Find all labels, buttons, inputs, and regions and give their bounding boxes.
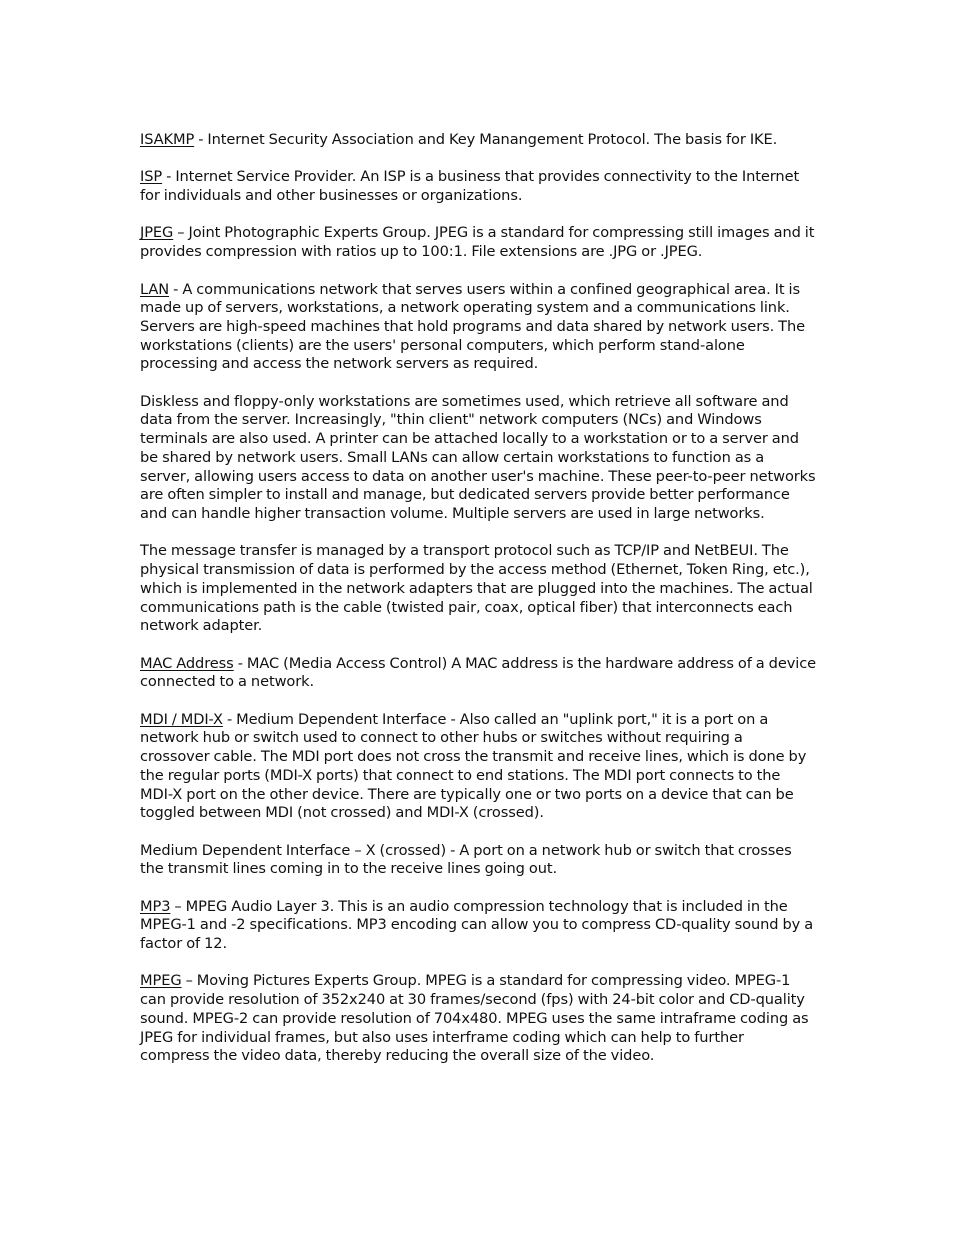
glossary-term: LAN bbox=[140, 280, 170, 298]
glossary-entry-mdi bbox=[140, 711, 816, 823]
paragraph-text: Diskless and floppy-only workstations are sometimes used, which retrieve all software and data from the server. Increasingly, "thin client" network computers (NCs) and Windows terminals are also used. A printer can be attached locally to a workstation or to a server and be shared by network users. Small LANs can allow certain workstations to function as a server, allowing users access to data on another user's machine. These peer-to-peer networks are often simpler to install and manage, but dedicated servers provide better performance and can handle higher transaction volume. Multiple servers are used in large networks. bbox=[140, 392, 816, 522]
paragraph-text: Medium Dependent Interface – X (crossed) - A port on a network hub or switch that crosses the transmit lines coming in to the receive lines going out. bbox=[140, 841, 792, 878]
glossary-entry-mp3 bbox=[140, 898, 816, 954]
glossary-term: MP3 bbox=[140, 897, 171, 915]
glossary-term: ISP bbox=[140, 168, 163, 186]
glossary-term: MPEG bbox=[140, 972, 182, 990]
glossary-term: MDI / MDI-X bbox=[140, 710, 223, 728]
mdi-x-paragraph bbox=[140, 842, 816, 879]
glossary-term: MAC Address bbox=[140, 654, 234, 672]
glossary-definition: - Medium Dependent Interface - Also called an "uplink port," it is a port on a network hub or switch used to connect to other hubs or switches without requiring a crossover cable. The MDI port does not cross the transmit and receive lines, which is done by the regular ports (MDI-X ports) that connect to end stations. The MDI port connects to the MDI-X port on the other device. There are typically one or two ports on a device that can be toggled between MDI (not crossed) and MDI-X (crossed). bbox=[140, 710, 807, 822]
glossary-entry-isakmp bbox=[140, 131, 816, 150]
glossary-entry-lan bbox=[140, 281, 816, 375]
glossary-definition: - A communications network that serves users within a confined geographical area. It is made up of servers, workstations, a network operating system and a communications link. Servers are high-speed machines that hold programs and data shared by network users. The workstations (clients) are the users' personal computers, which perform stand-alone processing and access the network servers as required. bbox=[140, 280, 806, 373]
glossary-entry-mpeg bbox=[140, 972, 816, 1066]
glossary-term: ISAKMP bbox=[140, 131, 195, 148]
glossary-entry-jpeg bbox=[140, 224, 816, 261]
glossary-definition: – Joint Photographic Experts Group. JPEG is a standard for compressing still images and it provides compression with ratios up to 100:1. File extensions are .JPG or .JPEG. bbox=[140, 224, 815, 261]
glossary-definition: – Moving Pictures Experts Group. MPEG is a standard for compressing video. MPEG-1 can provide resolution of 352x240 at 30 frames/second (fps) with 24-bit color and CD-quality sound. MPEG-2 can provide resolution of 704x480. MPEG uses the same intraframe coding as JPEG for individual frames, but also uses interframe coding which can help to further compress the video data, thereby reducing the overall size of the video. bbox=[140, 972, 809, 1065]
glossary-entry-mac-address bbox=[140, 655, 816, 692]
lan-paragraph-workstations bbox=[140, 393, 816, 524]
glossary-definition: - MAC (Media Access Control) A MAC address is the hardware address of a device connected to a network. bbox=[140, 654, 817, 691]
glossary-definition: – MPEG Audio Layer 3. This is an audio compression technology that is included in the MPEG-1 and -2 specifications. MP3 encoding can allow you to compress CD-quality sound by a factor of 12. bbox=[140, 897, 814, 953]
glossary-entry-isp bbox=[140, 168, 816, 205]
lan-paragraph-message-transfer bbox=[140, 542, 816, 636]
glossary-definition: - Internet Service Provider. An ISP is a business that provides connectivity to the Internet for individuals and other businesses or organizations. bbox=[140, 168, 800, 205]
glossary-term: JPEG bbox=[140, 224, 174, 242]
glossary-page bbox=[140, 131, 816, 1085]
glossary-definition: - Internet Security Association and Key Manangement Protocol. The basis for IKE. bbox=[194, 131, 778, 148]
paragraph-text: The message transfer is managed by a transport protocol such as TCP/IP and NetBEUI. The physical transmission of data is performed by the access method (Ethernet, Token Ring, etc.), which is implemented in the network adapters that are plugged into the machines. The actual communications path is the cable (twisted pair, coax, optical fiber) that interconnects each network adapter. bbox=[140, 542, 813, 635]
